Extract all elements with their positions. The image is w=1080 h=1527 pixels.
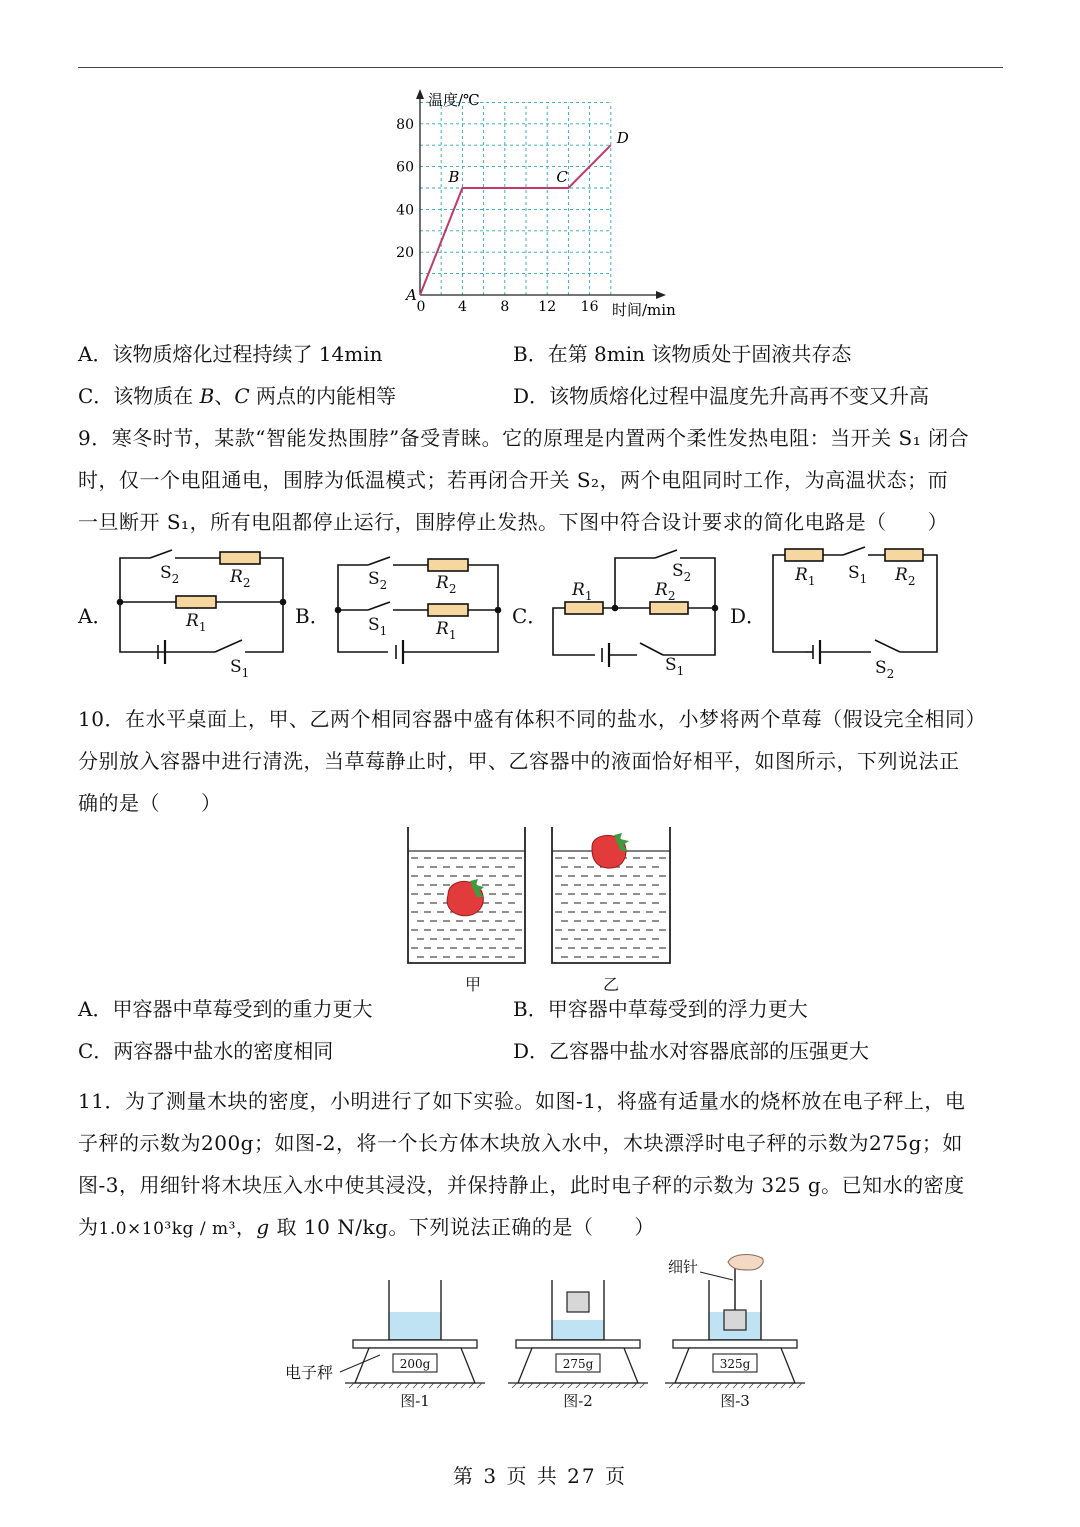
- q11-text-line-1: 11．为了测量木块的密度，小明进行了如下实验。如图-1，将盛有适量水的烧杯放在电子秤上，电: [78, 1089, 966, 1113]
- circuit-d-label: D．: [730, 604, 767, 628]
- table-hatch: [389, 1383, 394, 1388]
- q10-option-c: C．两容器中盐水的密度相同: [78, 1039, 334, 1063]
- resistor-r2-a: [220, 552, 260, 564]
- table-hatch: [741, 1383, 746, 1388]
- table-hatch: [640, 1383, 645, 1388]
- resistor-r1-d: [785, 549, 823, 561]
- switch-s2-label: $S_2$: [368, 569, 388, 592]
- table-hatch: [749, 1383, 754, 1388]
- table-hatch: [405, 1383, 410, 1388]
- table-hatch: [669, 1383, 674, 1388]
- circuit-c: [553, 550, 718, 667]
- x-axis-label: 时间/min: [612, 301, 676, 319]
- q8-option-d: D．该物质熔化过程中温度先升高再不变又升高: [513, 384, 930, 408]
- x-axis-arrow: [656, 291, 666, 299]
- table-hatch: [461, 1383, 466, 1388]
- table-hatch: [725, 1383, 730, 1388]
- y-tick-label: 20: [396, 245, 414, 262]
- table-hatch: [421, 1383, 426, 1388]
- table-hatch: [773, 1383, 778, 1388]
- table-hatch: [373, 1383, 378, 1388]
- table-hatch: [544, 1383, 549, 1388]
- x-tick-label: 8: [500, 299, 510, 315]
- point-label: B: [448, 168, 460, 186]
- figure-caption: 图-2: [563, 1392, 593, 1410]
- scale-plate: [353, 1340, 477, 1348]
- switch-s2-label: $S_2$: [672, 561, 692, 584]
- table-hatch: [709, 1383, 714, 1388]
- strawberry-containers: [400, 825, 680, 970]
- q8-option-c: C．该物质在 B、C 两点的内能相等: [78, 384, 397, 408]
- table-hatch: [453, 1383, 458, 1388]
- scale-reading: 275g: [562, 1357, 594, 1371]
- table-hatch: [624, 1383, 629, 1388]
- table-hatch: [677, 1383, 682, 1388]
- table-hatch: [520, 1383, 525, 1388]
- table-hatch: [437, 1383, 442, 1388]
- y-axis-arrow: [416, 89, 424, 99]
- table-hatch: [365, 1383, 370, 1388]
- table-hatch: [445, 1383, 450, 1388]
- table-hatch: [584, 1383, 589, 1388]
- table-hatch: [789, 1383, 794, 1388]
- table-hatch: [349, 1383, 354, 1388]
- temperature-time-graph: [380, 85, 700, 325]
- switch-s1-label: $S_1$: [848, 563, 868, 586]
- container-jia: [408, 827, 525, 963]
- switch-s2-label: $S_2$: [875, 658, 895, 681]
- resistor-r1-a: [176, 596, 216, 608]
- scale-setup-2: [508, 1280, 648, 1410]
- circuit-c-label: C．: [512, 604, 548, 628]
- needle-label: 细针: [668, 1258, 699, 1276]
- q9-text-line-1: 9．寒冬时节，某款“智能发热围脖”备受青睐。它的原理是内置两个柔性发热电阻：当开关 S₁ 闭合: [78, 426, 970, 450]
- scale-experiment-figure: [280, 1250, 820, 1415]
- table-hatch: [757, 1383, 762, 1388]
- q9-text-line-2: 时，仅一个电阻通电，围脖为低温模式；若再闭合开关 S₂，两个电阻同时工作，为高温状态；而: [78, 468, 949, 492]
- table-hatch: [765, 1383, 770, 1388]
- switch-s1-label: $S_1$: [368, 615, 388, 638]
- x-tick-label: 4: [457, 299, 467, 315]
- figure-caption: 图-3: [720, 1392, 750, 1410]
- y-tick-label: 60: [396, 159, 414, 176]
- resistor-r1-c: [565, 602, 603, 614]
- resistor-r2-label: $R_2$: [436, 573, 457, 596]
- table-hatch: [592, 1383, 597, 1388]
- q11-text-line-2: 子秤的示数为200g；如图-2，将一个长方体木块放入水中，木块漂浮时电子秤的示数为275g；如: [78, 1131, 963, 1155]
- resistor-r1-label: $R_1$: [795, 565, 816, 588]
- wood-block: [567, 1292, 589, 1312]
- switch-s1-label: $S_1$: [665, 655, 685, 678]
- circuit-b: [336, 557, 501, 664]
- point-label: D: [616, 129, 629, 148]
- table-hatch: [797, 1383, 802, 1388]
- table-hatch: [576, 1383, 581, 1388]
- resistor-r1-label: $R_1$: [572, 580, 593, 603]
- scale-reading: 325g: [719, 1357, 751, 1371]
- page-footer: 第 3 页 共 27 页: [453, 1464, 627, 1488]
- switch-s2-label: $S_2$: [160, 563, 180, 586]
- circuit-b-label: B．: [295, 604, 330, 628]
- table-hatch: [608, 1383, 613, 1388]
- table-hatch: [413, 1383, 418, 1388]
- q10-option-a: A．甲容器中草莓受到的重力更大: [78, 997, 373, 1021]
- scale-setup-1: [345, 1280, 485, 1410]
- resistor-r2-b: [428, 559, 468, 571]
- container-yi: [552, 827, 670, 963]
- q9-text-line-3: 一旦断开 S₁，所有电阻都停止运行，围脖停止发热。下图中符合设计要求的简化电路是（ ）: [78, 510, 949, 534]
- beaker-water: [552, 1320, 604, 1340]
- resistor-r2-label: $R_2$: [895, 565, 916, 588]
- resistor-r2-label: $R_2$: [655, 580, 676, 603]
- x-tick-label: 0: [416, 299, 426, 315]
- table-hatch: [632, 1383, 637, 1388]
- point-label: C: [556, 168, 568, 186]
- switch-s1-label: $S_1$: [230, 657, 250, 680]
- q10-text-line-1: 10．在水平桌面上，甲、乙两个相同容器中盛有体积不同的盐水，小梦将两个草莓（假设完全相同）: [78, 707, 986, 731]
- y-tick-label: 80: [396, 116, 414, 133]
- table-hatch: [429, 1383, 434, 1388]
- table-hatch: [616, 1383, 621, 1388]
- q8-option-a: A．该物质熔化过程持续了 14min: [78, 342, 383, 366]
- table-hatch: [536, 1383, 541, 1388]
- table-hatch: [600, 1383, 605, 1388]
- q10-option-b: B．甲容器中草莓受到的浮力更大: [513, 997, 808, 1021]
- header-rule: [78, 67, 1003, 68]
- table-hatch: [469, 1383, 474, 1388]
- table-hatch: [528, 1383, 533, 1388]
- table-hatch: [560, 1383, 565, 1388]
- resistor-r1-label: $R_1$: [436, 619, 457, 642]
- table-hatch: [701, 1383, 706, 1388]
- resistor-r2-label: $R_2$: [230, 567, 251, 590]
- table-hatch: [685, 1383, 690, 1388]
- table-hatch: [357, 1383, 362, 1388]
- container-label-yi: 乙: [603, 975, 620, 994]
- table-hatch: [512, 1383, 517, 1388]
- q10-text-line-2: 分别放入容器中进行清洗，当草莓静止时，甲、乙容器中的液面恰好相平，如图所示，下列说法正: [78, 749, 960, 773]
- beaker-water: [389, 1312, 441, 1340]
- x-tick-label: 16: [580, 299, 599, 315]
- q11-text-line-3: 图-3，用细针将木块压入水中使其浸没，并保持静止，此时电子秤的示数为 325 g。已知水的密度: [78, 1173, 965, 1197]
- y-axis-label: 温度/℃: [428, 91, 480, 109]
- resistor-r2-c: [650, 602, 688, 614]
- q10-text-line-3: 确的是（ ）: [78, 791, 222, 815]
- circuit-a: [118, 550, 286, 664]
- container-label-jia: 甲: [465, 975, 482, 994]
- table-hatch: [381, 1383, 386, 1388]
- table-hatch: [552, 1383, 557, 1388]
- table-hatch: [477, 1383, 482, 1388]
- figure-caption: 图-1: [400, 1392, 430, 1410]
- table-hatch: [693, 1383, 698, 1388]
- q8-option-b: B．在第 8min 该物质处于固液共存态: [513, 342, 852, 366]
- resistor-r1-b: [428, 604, 468, 616]
- scale-plate: [516, 1340, 640, 1348]
- table-hatch: [717, 1383, 722, 1388]
- x-tick-label: 12: [538, 299, 557, 315]
- q11-text-line-4: 为1.0×10³kg / m³，g 取 10 N/kg。下列说法正确的是（ ）: [78, 1215, 655, 1239]
- resistor-r2-d: [885, 549, 923, 561]
- scale-plate: [673, 1340, 797, 1348]
- table-hatch: [397, 1383, 402, 1388]
- table-hatch: [733, 1383, 738, 1388]
- circuit-diagrams: [110, 540, 950, 690]
- graph-grid: [420, 102, 611, 295]
- scale-label: 电子秤: [285, 1363, 334, 1382]
- resistor-r1-label: $R_1$: [186, 611, 207, 634]
- table-hatch: [568, 1383, 573, 1388]
- y-tick-label: 40: [396, 202, 414, 219]
- water-density: 1.0×10³kg / m³: [98, 1219, 236, 1239]
- circuit-a-label: A．: [78, 604, 113, 628]
- scale-reading: 200g: [399, 1357, 431, 1371]
- wood-block: [724, 1310, 746, 1330]
- point-label: A: [406, 286, 417, 304]
- q10-option-d: D．乙容器中盐水对容器底部的压强更大: [513, 1039, 870, 1063]
- table-hatch: [781, 1383, 786, 1388]
